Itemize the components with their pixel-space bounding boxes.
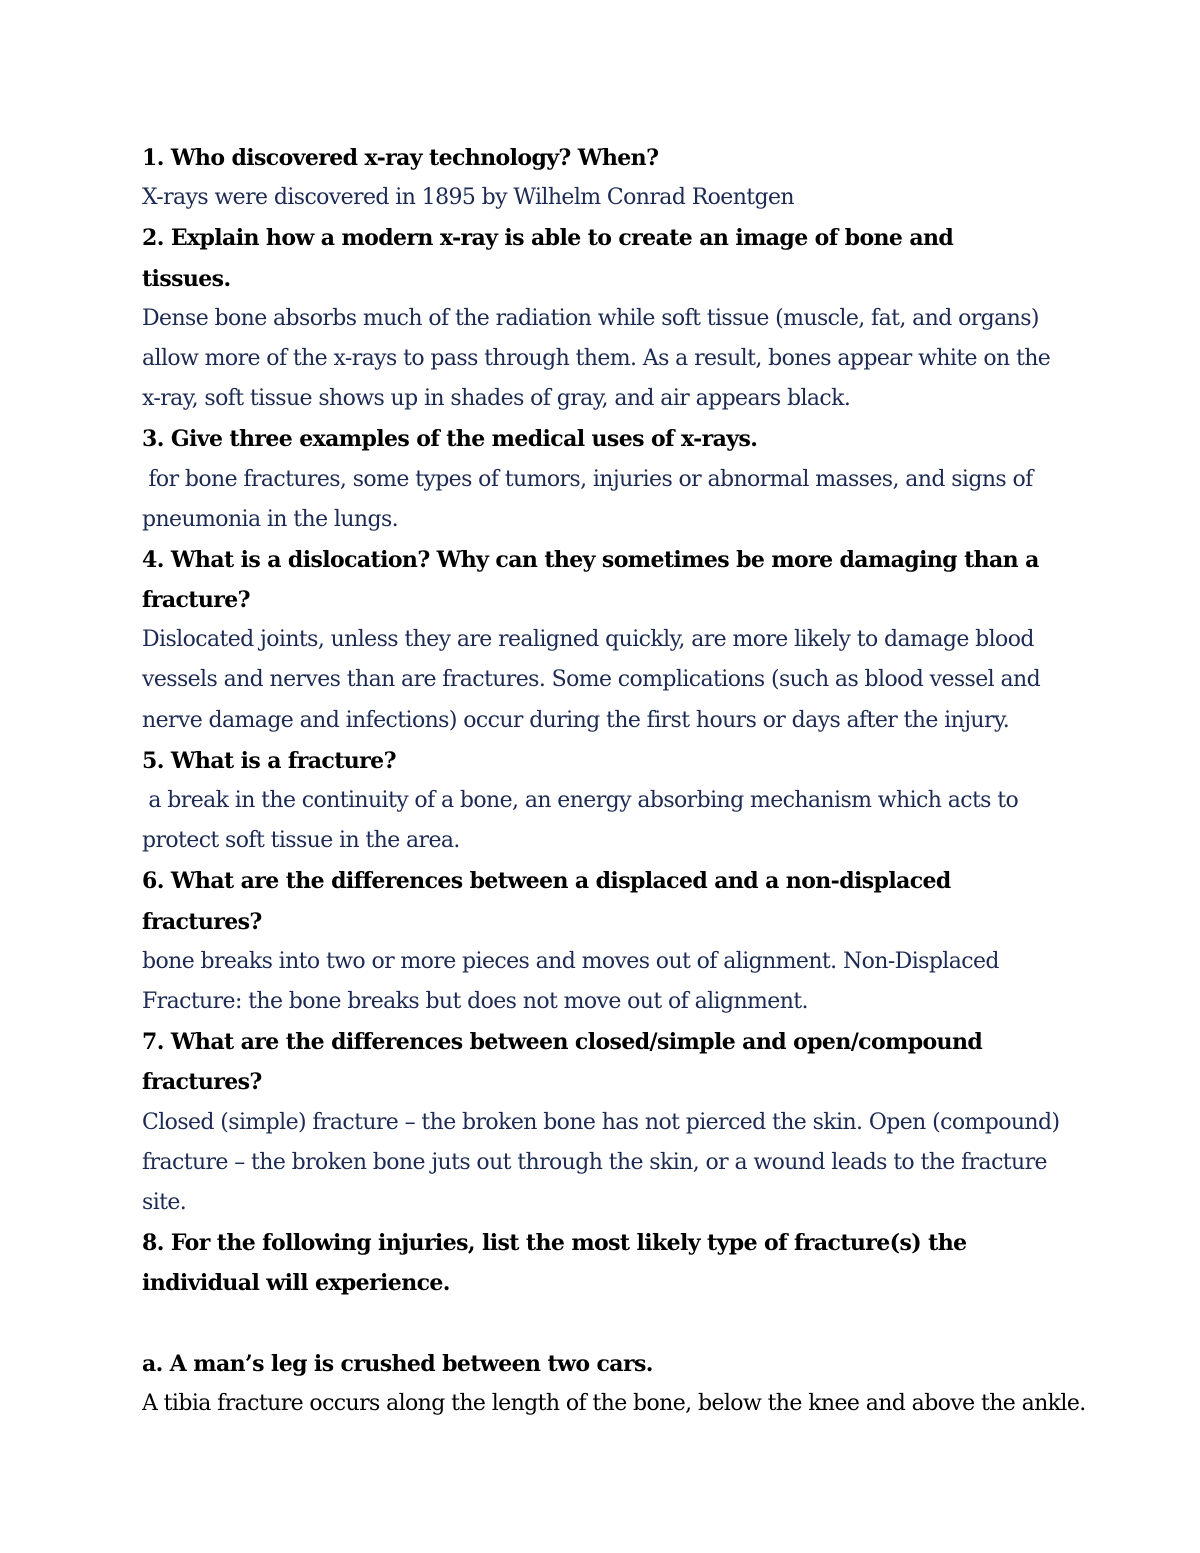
document-page [142,138,1086,1424]
answer-5-line-2: protect soft tissue in the area. [142,828,460,854]
answer-2-line-2: allow more of the x-rays to pass through them. As a result, bones appear white on the [142,345,1051,371]
question-4-line-2: fracture? [142,587,250,614]
answer-7-line-2: fracture – the broken bone juts out through the skin, or a wound leads to the fracture [142,1149,1047,1175]
answer-6-line-2: Fracture: the bone breaks but does not move out of alignment. [142,988,808,1014]
question-7-line-2: fractures? [142,1069,262,1096]
answer-1-line-1: X-rays were discovered in 1895 by Wilhelm Conrad Roentgen [142,185,795,211]
answer-7-line-3: site. [142,1189,187,1215]
answer-4-line-2: vessels and nerves than are fractures. Some complications (such as blood vessel and [142,667,1041,693]
answer-5-line-1: a break in the continuity of a bone, an energy absorbing mechanism which acts to [142,788,1019,813]
question-3-line-1: 3. Give three examples of the medical uses of x-rays. [142,426,758,453]
question-6-line-2: fractures? [142,908,262,935]
question-8-line-2: individual will experience. [142,1270,450,1297]
answer-7-line-1: Closed (simple) fracture – the broken bone has not pierced the skin. Open (compound) [142,1109,1060,1135]
answer-2-line-3: x-ray, soft tissue shows up in shades of gray, and air appears black. [142,386,851,412]
question-8-line-1: 8. For the following injuries, list the most likely type of fracture(s) the [142,1230,967,1257]
blank-line [142,1303,1067,1343]
question-7-line-1: 7. What are the differences between closed/simple and open/compound [142,1029,983,1056]
answer-3-line-1: for bone fractures, some types of tumors, injuries or abnormal masses, and signs of [142,466,1033,492]
question-5-line-1: 5. What is a fracture? [142,747,396,774]
answer-3-line-2: pneumonia in the lungs. [142,506,399,532]
answer-4-line-1: Dislocated joints, unless they are realigned quickly, are more likely to damage blood [142,627,1034,653]
answer-6-line-1: bone breaks into two or more pieces and moves out of alignment. Non-Displaced [142,948,999,974]
question-4-line-1: 4. What is a dislocation? Why can they sometimes be more damaging than a [142,546,1039,573]
question-6-line-1: 6. What are the differences between a displaced and a non-displaced [142,868,951,895]
answer-8a-line-1: A tibia fracture occurs along the length of the bone, below the knee and above the ankle. [142,1390,1086,1416]
question-8a-line-1: a. A man’s leg is crushed between two cars. [142,1350,653,1377]
question-2-line-2: tissues. [142,265,231,292]
question-1-line-1: 1. Who discovered x-ray technology? When? [142,145,659,171]
question-2-line-1: 2. Explain how a modern x-ray is able to create an image of bone and [142,225,954,252]
answer-2-line-1: Dense bone absorbs much of the radiation while soft tissue (muscle, fat, and organs) [142,305,1039,331]
answer-4-line-3: nerve damage and infections) occur during the first hours or days after the injury. [142,707,1010,733]
